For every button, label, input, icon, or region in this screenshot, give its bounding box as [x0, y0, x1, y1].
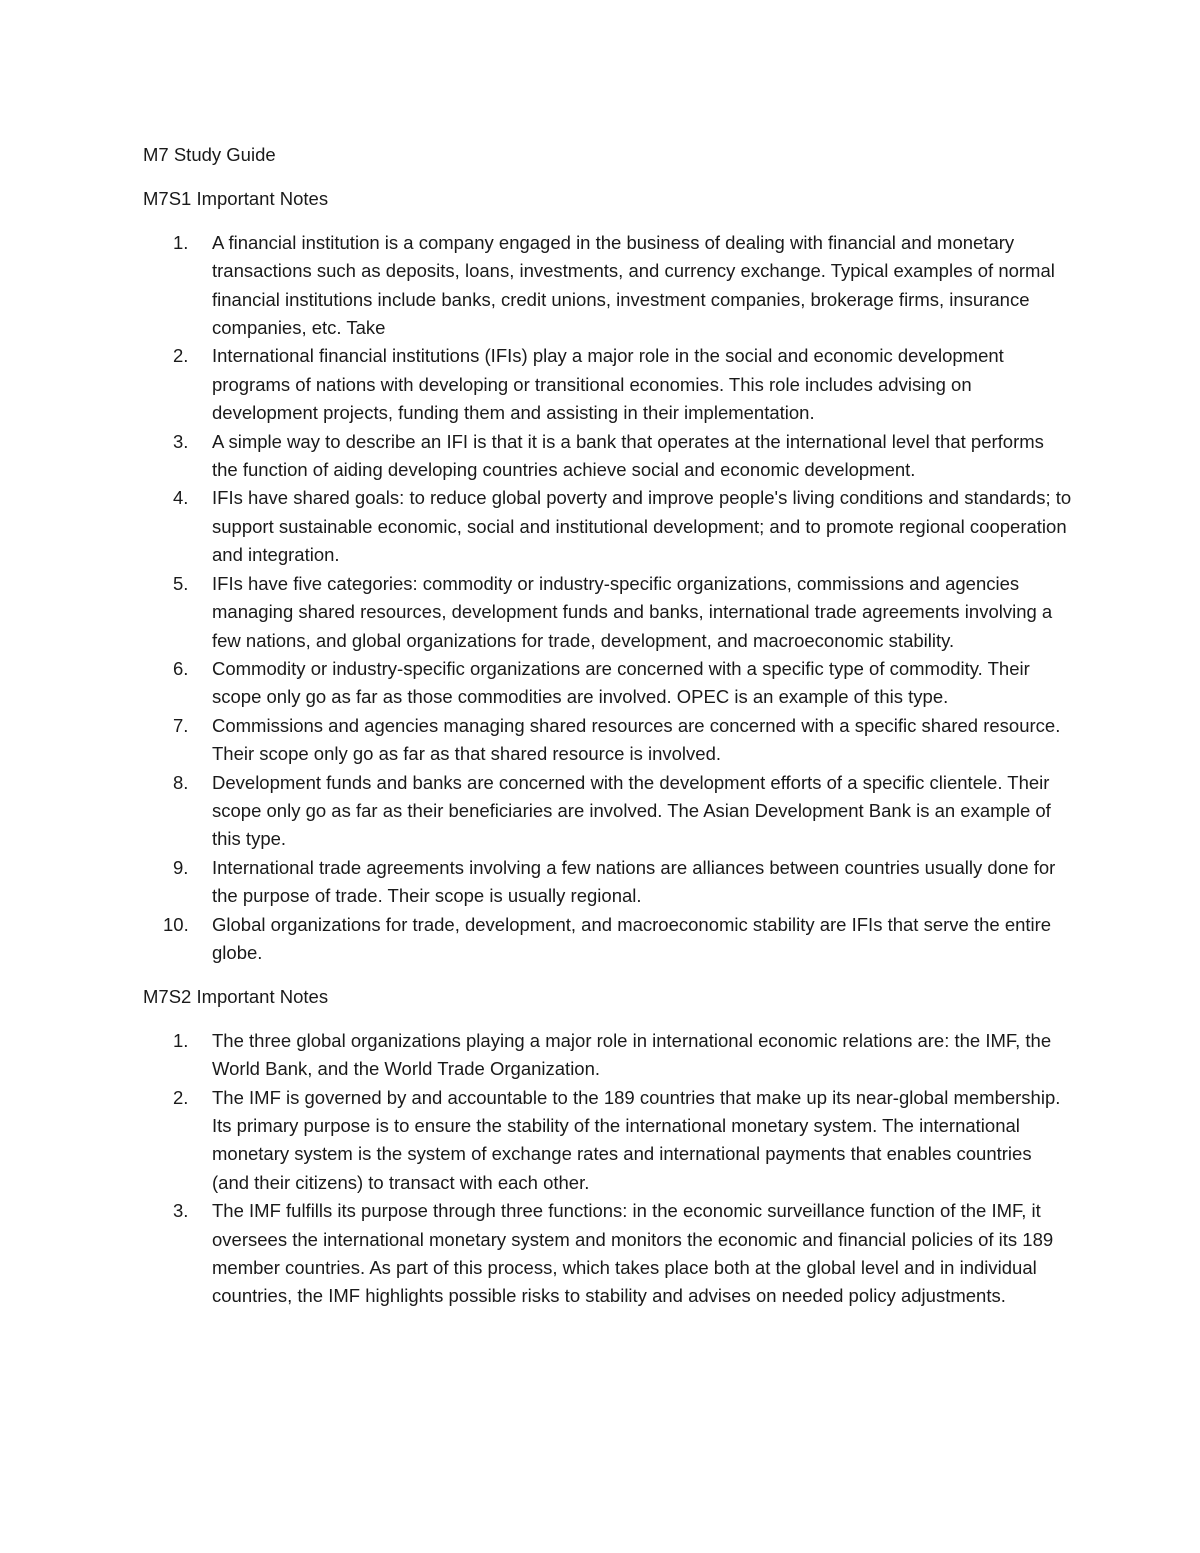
list-item-text: Development funds and banks are concerned with the development efforts of a specific clientele. Their scope only go as far as their beneficiaries are involved. The Asian Development Bank is an example of this type. — [212, 771, 1051, 850]
document-content — [143, 141, 1073, 1327]
list-item-number: 5. — [173, 572, 189, 594]
notes-list-m7s1 — [143, 229, 1073, 968]
list-item-text: A simple way to describe an IFI is that it is a bank that operates at the international level that performs the function of aiding developing countries achieve social and economic development. — [212, 430, 1044, 481]
section-heading-m7s1: M7S1 Important Notes — [143, 188, 329, 210]
list-item — [143, 911, 1073, 968]
list-item — [143, 769, 1073, 854]
list-item — [143, 428, 1073, 485]
list-item — [143, 1084, 1073, 1198]
list-item — [143, 342, 1073, 427]
list-item-number: 2. — [173, 345, 189, 367]
list-item-text: The IMF is governed by and accountable to the 189 countries that make up its near-global membership. Its primary purpose is to ensure the stability of the international monetary system. The international monetary system is the system of exchange rates and international payments that enables countries (and their citizens) to transact with each other. — [212, 1086, 1061, 1193]
list-item-number: 3. — [173, 430, 189, 452]
list-item-number: 7. — [173, 714, 189, 736]
list-item-number: 4. — [173, 487, 189, 509]
section-heading-m7s2: M7S2 Important Notes — [143, 986, 329, 1008]
list-item-number: 3. — [173, 1200, 189, 1222]
list-item-number: 10. — [163, 913, 189, 935]
list-item-text: IFIs have five categories: commodity or industry-specific organizations, commissions and agencies managing shared resources, development funds and banks, international trade agreements involving a few nations, and global organizations for trade, development, and macroeconomic stability. — [212, 572, 1053, 651]
list-item — [143, 484, 1073, 569]
notes-list-m7s2 — [143, 1027, 1073, 1311]
list-item — [143, 1197, 1073, 1311]
list-item-text: Global organizations for trade, development, and macroeconomic stability are IFIs that serve the entire globe. — [212, 913, 1052, 963]
document-title: M7 Study Guide — [143, 144, 276, 165]
list-item — [143, 712, 1073, 769]
list-item-text: The three global organizations playing a major role in international economic relations are: the IMF, the World Bank, and the World Trade Organization. — [212, 1029, 1052, 1080]
list-item-text: Commissions and agencies managing shared resources are concerned with a specific shared resource. Their scope only go as far as that shared resource is involved. — [212, 714, 1061, 765]
list-item-number: 8. — [173, 771, 189, 793]
list-item — [143, 570, 1073, 655]
list-item-number: 1. — [173, 1029, 189, 1051]
list-item-number: 2. — [173, 1086, 189, 1108]
list-item-text: Commodity or industry-specific organizations are concerned with a specific type of commodity. Their scope only go as far as those commodities are involved. OPEC is an example of this type. — [212, 657, 1030, 708]
list-item-text: International trade agreements involving a few nations are alliances between countries usually done for the purpose of trade. Their scope is usually regional. — [212, 856, 1056, 907]
list-item-number: 1. — [173, 231, 189, 253]
list-item-text: International financial institutions (IFIs) play a major role in the social and economic development programs of nations with developing or transitional economies. This role includes advising on development projects, funding them and assisting in their implementation. — [212, 345, 1004, 424]
list-item-text: IFIs have shared goals: to reduce global poverty and improve people's living conditions and standards; to support sustainable economic, social and institutional development; and to promote regional cooperation and integration. — [212, 487, 1072, 566]
list-item-number: 6. — [173, 657, 189, 679]
list-item-number: 9. — [173, 856, 189, 878]
list-item — [143, 1027, 1073, 1084]
list-item — [143, 655, 1073, 712]
list-item-text: The IMF fulfills its purpose through three functions: in the economic surveillance function of the IMF, it oversees the international monetary system and monitors the economic and financial policies of its 189 member countries. As part of this process, which takes place both at the global level and in individual countries, the IMF highlights possible risks to stability and advises on needed policy adjustments. — [212, 1200, 1054, 1307]
list-item — [143, 854, 1073, 911]
list-item-text: A financial institution is a company engaged in the business of dealing with financial and monetary transactions such as deposits, loans, investments, and currency exchange. Typical examples of normal financial institutions include banks, credit unions, investment companies, brokerage firms, insurance companies, etc. Take — [212, 231, 1055, 339]
list-item — [143, 229, 1073, 343]
